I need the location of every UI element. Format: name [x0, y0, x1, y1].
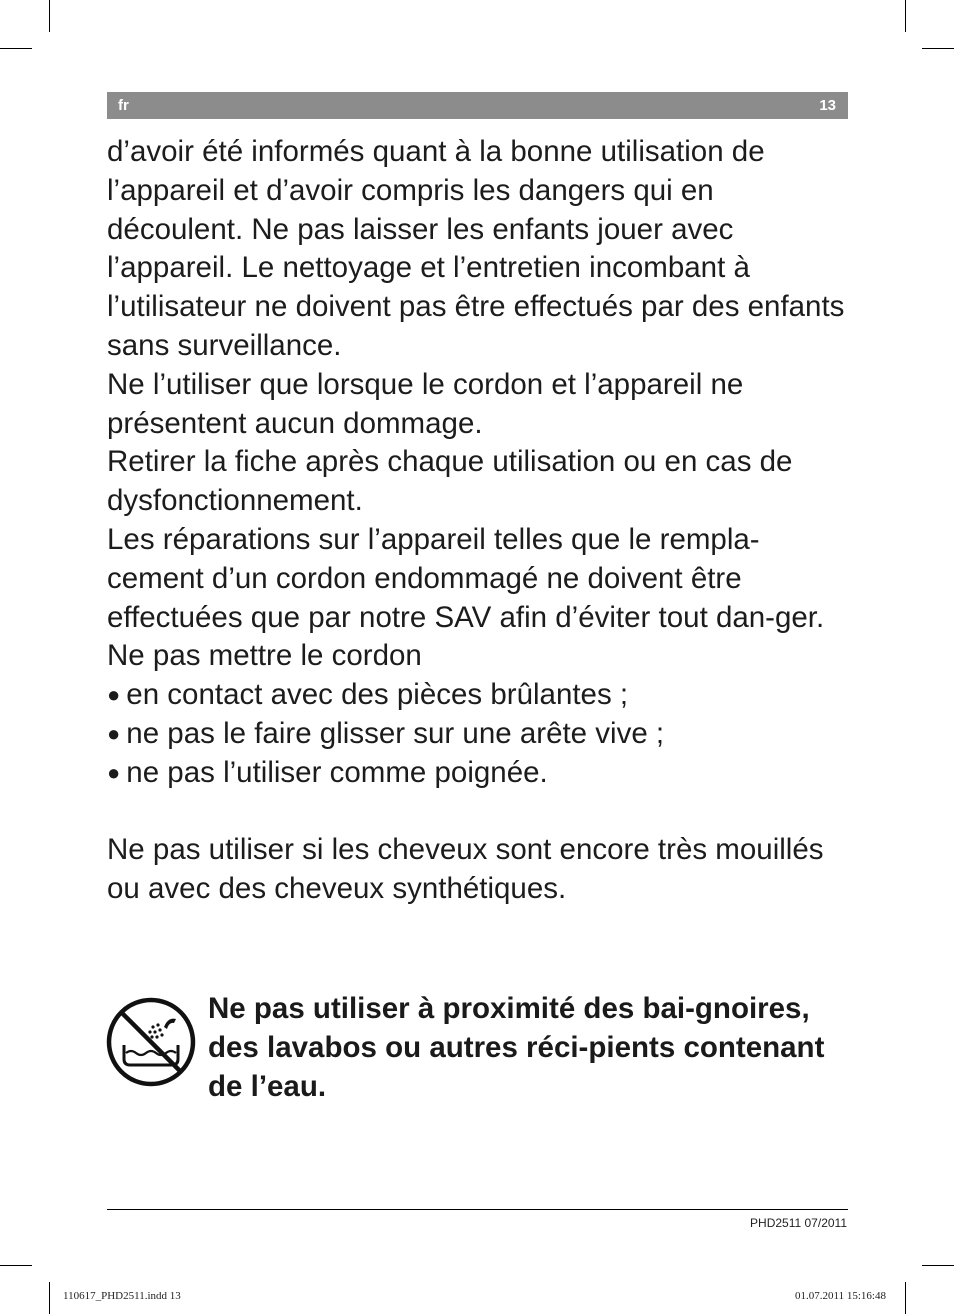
paragraph: Les réparations sur l’appareil telles que le rempla-cement d’un cordon endommagé ne doivent être effectuées que par notre SAV afin d’éviter tout dan-ger.	[107, 522, 825, 634]
bullet-icon: ●	[107, 720, 121, 746]
crop-mark	[905, 0, 906, 32]
crop-mark	[49, 1282, 50, 1314]
slug-file-info: 110617_PHD2511.indd 13	[63, 1290, 181, 1302]
page-number: 13	[819, 97, 836, 114]
paragraph: Ne pas mettre le cordon	[107, 639, 422, 673]
footer-model-date: PHD2511 07/2011	[750, 1216, 847, 1230]
list-item: ● en contact avec des pièces brûlantes ;	[107, 678, 629, 712]
footer-divider	[107, 1209, 848, 1210]
paragraph: Ne pas utiliser si les cheveux sont encore très mouillés ou avec des cheveux synthétiques.	[107, 833, 824, 906]
paragraph: Retirer la fiche après chaque utilisation ou en cas de dysfonctionnement.	[107, 445, 793, 518]
crop-mark	[922, 1265, 954, 1266]
slug-timestamp: 01.07.2011 15:16:48	[795, 1290, 886, 1302]
no-water-bath-icon	[106, 997, 196, 1087]
paragraph: Ne l’utiliser que lorsque le cordon et l’appareil ne présentent aucun dommage.	[107, 367, 744, 440]
list-item: ● ne pas le faire glisser sur une arête vive ;	[107, 716, 665, 750]
body-text	[107, 133, 852, 909]
crop-mark	[0, 1265, 32, 1266]
bullet-icon: ●	[107, 759, 121, 785]
crop-mark	[905, 1282, 906, 1314]
crop-mark	[922, 48, 954, 49]
page-header	[107, 92, 848, 119]
bullet-icon: ●	[107, 682, 121, 708]
spacer	[107, 793, 852, 832]
crop-mark	[49, 0, 50, 32]
paragraph: d’avoir été informés quant à la bonne utilisation de l’appareil et d’avoir compris les dangers qui en découlent. Ne pas laisser les enfants jouer avec l’appareil. Le nettoyage et l’entretien incombant à l’utilisateur ne doivent pas être effectués par des enfants sans surveillance.	[107, 135, 845, 362]
water-warning-text: Ne pas utiliser à proximité des bai-gnoires, des lavabos ou autres réci-pients contenant de l’eau.	[208, 992, 825, 1103]
list-item: ● ne pas l’utiliser comme poignée.	[107, 755, 548, 789]
language-code: fr	[118, 97, 129, 114]
crop-mark	[0, 48, 32, 49]
